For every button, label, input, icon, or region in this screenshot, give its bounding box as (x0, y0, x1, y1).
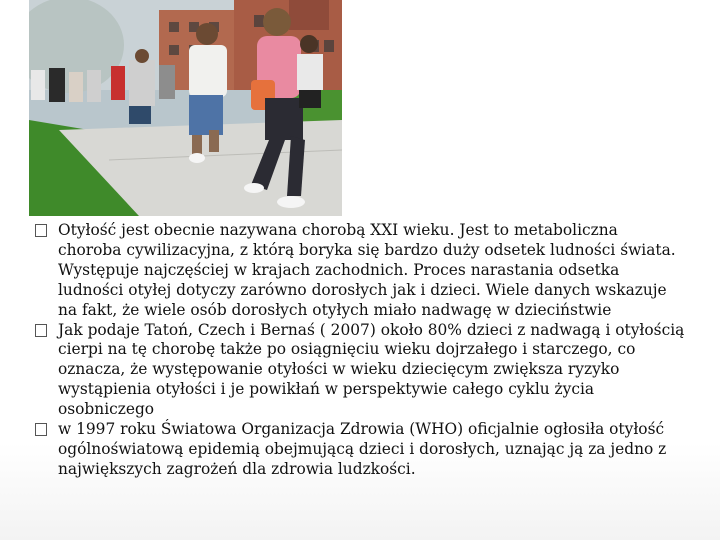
bullet-item (35, 221, 685, 321)
body-text (35, 221, 685, 480)
bullet-item (35, 321, 685, 421)
bullet-box-icon (35, 324, 47, 337)
photo-of-children-running (29, 0, 342, 216)
bullet-box-icon (35, 224, 47, 237)
bullet-text: Otyłość jest obecnie nazywana chorobą XXI wieku. Jest to metaboliczna choroba cywilizacyjna, z którą boryka się bardzo duży odsetek ludności świata. Występuje najczęściej w krajach zachodnich. Proces narastania odsetka ludności otyłej dotyczy zarówno dorosłych jak i dzieci. Wiele danych wskazuje na fakt, że wiele osób dorosłych otyłych miało nadwagę w dzieciństwie (58, 221, 676, 319)
bullet-text: Jak podaje Tatoń, Czech i Bernaś ( 2007) około 80% dzieci z nadwagą i otyłością cierpi na tę chorobę także po osiągnięciu wieku dojrzałego i starczego, co oznacza, że występowanie otyłości w wieku dziecięcym zwiększa ryzyko wystąpienia otyłości i je powikłań w perspektywie całego cyklu życia osobniczego (58, 320, 685, 419)
bullet-text: w 1997 roku Światowa Organizacja Zdrowia (WHO) oficjalnie ogłosiła otyłość ogólnoświatową epidemią obejmującą dzieci i dorosłych, uznając ją za jedno z największych zagrożeń dla zdrowia ludzkości. (58, 420, 667, 478)
bullet-item (35, 420, 685, 480)
bullet-box-icon (35, 423, 47, 436)
